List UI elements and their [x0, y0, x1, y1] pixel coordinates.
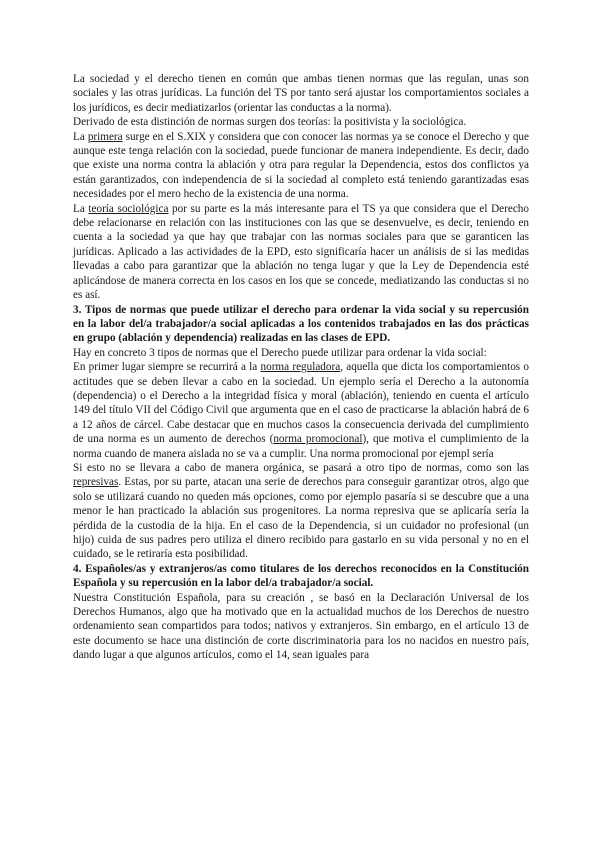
section-heading-3: 3. Tipos de normas que puede utilizar el derecho para ordenar la vida social y su repercusión en la labor del/a trabajador/a social aplicadas a los contenidos trabajados en las dos prácticas en grupo (ablación y dependencia) realizadas en las clases de EPD. [73, 303, 529, 345]
paragraph-constitution: Nuestra Constitución Española, para su creación , se basó en la Declaración Universal de los Derechos Humanos, algo que ha motivado que en la actualidad muchos de los Derechos de nuestro ordenamiento sean compartidos para todos; nativos y extranjeros. Sin embargo, en el artículo 13 de este documento se hace una distinción de corte discriminatoria para los no nacidos en nuestro país, dando lugar a que algunos artículos, como el 14, sean iguales para [73, 591, 529, 662]
section-heading-4: 4. Españoles/as y extranjeros/as como titulares de los derechos reconocidos en la Constitución Española y su repercusión en la labor del/a trabajador/a social. [73, 562, 529, 590]
document-page [73, 72, 529, 663]
underlined-term: norma promocional [273, 433, 363, 446]
paragraph-positivist: La primera surge en el S.XIX y considera que con conocer las normas ya se conoce el Derecho y que aunque este tenga relación con la sociedad, puede funcionar de manera independiente. Es decir, dado que existe una norma contra la ablación y otra para regular la Dependencia, estos dos conflictos ya están garantizados, con independencia de si la sociedad al completo está teniendo garantizadas esas necesidades por el mero hecho de la existencia de una norma. [73, 130, 529, 201]
paragraph-sociological: La teoría sociológica por su parte es la más interesante para el TS ya que considera que el Derecho debe relacionarse en relación con las instituciones con las que se desenvuelve, es decir, teniendo en cuenta a la sociedad ya que hay que trabajar con las normas sociales para que se garanticen las jurídicas. Aplicado a las actividades de la EPD, esto significaría hacer un análisis de si las medidas llevadas a cabo para garantizar que la ablación no tenga lugar y que la Ley de Dependencia esté aplicándose de manera correcta en los casos en los que se concede, mediatizando las conductas si no es así. [73, 202, 529, 302]
paragraph-regulatory: En primer lugar siempre se recurrirá a la norma reguladora, aquella que dicta los comportamientos o actitudes que se deben llevar a cabo en la sociedad. Un ejemplo sería el Derecho a la autonomía (dependencia) o el Derecho a la integridad física y moral (ablación), teniendo en cuenta el artículo 149 del título VII del Código Civil que argumenta que en el caso de practicarse la ablación habrá de 6 a 12 años de cárcel. Cabe destacar que en muchos casos la consecuencia derivada del cumplimiento de una norma es un aumento de derechos (norma promocional), que motiva el cumplimiento de la norma cuando de manera aislada no se va a cumplir. Una norma promocional por ejempl sería [73, 361, 529, 460]
underlined-term: represivas [73, 476, 119, 489]
underlined-term: teoría sociológica [88, 202, 169, 215]
paragraph-repressive: Si esto no se llevara a cabo de manera orgánica, se pasará a otro tipo de normas, como son las represivas. Estas, por su parte, atacan una serie de derechos para conseguir garantizar otros, algo que solo se utilizará cuando no queden más opciones, como por ejemplo pasaría si se descubre que a una menor le han practicado la ablación sus progenitores. La norma represiva que se aplicaría sería la pérdida de la custodia de la hija. En el caso de la Dependencia, si un cuidador no profesional (un hijo) cuida de sus padres pero utiliza el dinero recibido para gastarlo en su vida personal y no en el cuidado, se le retiraría esta posibilidad. [73, 461, 529, 561]
paragraph-theories: Derivado de esta distinción de normas surgen dos teorías: la positivista y la sociológica. [73, 116, 467, 129]
underlined-term: norma reguladora [260, 361, 341, 374]
underlined-term: primera [87, 130, 123, 143]
paragraph-intro: La sociedad y el derecho tienen en común que ambas tienen normas que las regulan, unas son sociales y las otras jurídicas. La función del TS por tanto será ajustar los comportamientos sociales a los jurídicos, es decir mediatizarlos (orientar las conductas a la norma). [73, 73, 529, 114]
paragraph-norm-types: Hay en concreto 3 tipos de normas que el Derecho puede utilizar para ordenar la vida social: [73, 346, 487, 359]
